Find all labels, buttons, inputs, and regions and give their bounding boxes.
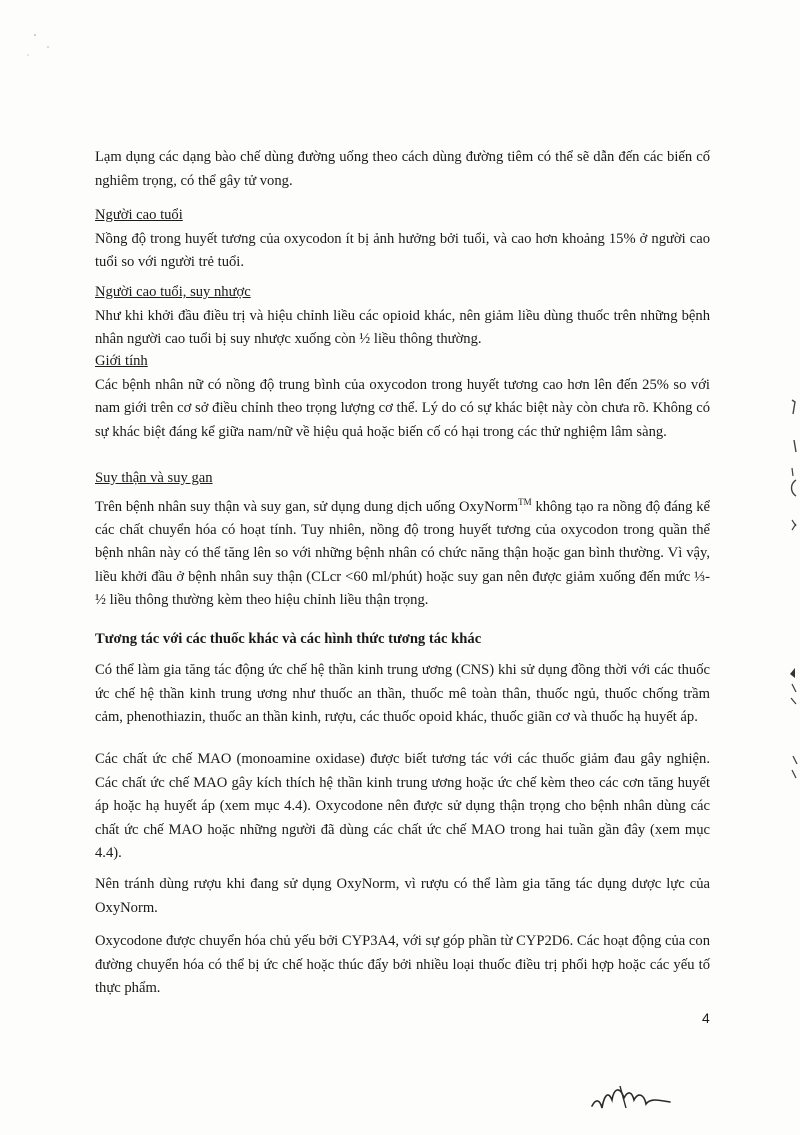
- paragraph-renal: [95, 491, 710, 613]
- section-frail: [95, 281, 710, 352]
- paragraph-elderly: Nồng độ trong huyết tương của oxycodon ít bị ảnh hưởng bởi tuổi, và cao hơn khoảng 15% ở người cao tuổi so với người trẻ tuổi.: [95, 230, 710, 270]
- paragraph-renal-part1: Trên bệnh nhân suy thận và suy gan, sử dụng dung dịch uống OxyNorm: [95, 498, 519, 515]
- paragraph-text: Lạm dụng các dạng bào chế dùng đường uống theo cách dùng đường tiêm có thể sẽ dẫn đến các biến cố nghiêm trọng, có thể gây tử vong.: [95, 149, 710, 189]
- section-heading-interactions: Tương tác với các thuốc khác và các hình thức tương tác khác: [95, 631, 482, 647]
- paragraph-renal-part2: không tạo ra nồng độ đáng kể các chất chuyển hóa có hoạt tính. Tuy nhiên, nồng độ trong huyết tương của oxycodon trong quần thể bệnh nhân này có thể tăng lên so với những bệnh nhân có chức năng thận hoặc gan bình thường. Vì vậy, liều khởi đầu ở bệnh nhân suy thận (CLcr <60 ml/phút) hoặc suy gan nên được giảm xuống đến mức ⅓- ½ liều thông thường kèm theo hiệu chỉnh liều thận trọng.: [95, 498, 710, 609]
- handwritten-signature: [590, 1078, 680, 1118]
- paragraph-text: Có thể làm gia tăng tác động ức chế hệ thần kinh trung ương (CNS) khi sử dụng đồng thời với các thuốc ức chế hệ thần kinh trung ương như thuốc an thần, thuốc mê toàn thân, thuốc ngủ, thuốc chống trầm cảm, phenothiazin, thuốc an thần kinh, rượu, các thuốc opoid khác, thuốc giãn cơ và thuốc hạ huyết áp.: [95, 662, 710, 725]
- paragraph-text: Oxycodone được chuyển hóa chủ yếu bởi CYP3A4, với sự góp phần từ CYP2D6. Các hoạt động của con đường chuyển hóa có thể bị ức chế hoặc thúc đẩy bởi nhiều loại thuốc điều trị phối hợp hoặc các yếu tố thực phẩm.: [95, 933, 710, 996]
- paragraph-abuse: [95, 146, 710, 193]
- section-renal-hepatic: [95, 467, 710, 613]
- section-heading-frail: Người cao tuổi, suy nhược: [95, 284, 251, 300]
- section-interactions: [95, 628, 710, 652]
- paragraph-frail: Như khi khởi đầu điều trị và hiệu chỉnh liều các opioid khác, nên giảm liều dùng thuốc trên những bệnh nhân người cao tuổi bị suy nhược xuống còn ½ liều thông thường.: [95, 307, 710, 347]
- paragraph-text: Nên tránh dùng rượu khi đang sử dụng OxyNorm, vì rượu có thể làm gia tăng tác dụng dược lực của OxyNorm.: [95, 876, 710, 916]
- scan-specks: [20, 15, 60, 65]
- paragraph-cyp: [95, 930, 710, 1001]
- paragraph-text: Các chất ức chế MAO (monoamine oxidase) được biết tương tác với các thuốc giảm đau gây nghiện. Các chất ức chế MAO gây kích thích hệ thần kinh trung ương hoặc ức chế kèm theo các cơn tăng huyết áp hoặc hạ huyết áp (xem mục 4.4). Oxycodone nên được sử dụng thận trọng cho bệnh nhân dùng các chất ức chế MAO hoặc những người đã dùng các chất ức chế MAO trong hai tuần gần đây (xem mục 4.4).: [95, 751, 710, 861]
- paragraph-alcohol: [95, 873, 710, 920]
- paragraph-cns: [95, 659, 710, 730]
- stamp-edge-marks: [786, 380, 800, 840]
- paragraph-mao: [95, 748, 710, 866]
- paragraph-gender: Các bệnh nhân nữ có nồng độ trung bình của oxycodon trong huyết tương cao hơn lên đến 25% so với nam giới trên cơ sở điều chỉnh theo trọng lượng cơ thể. Lý do có sự khác biệt này còn chưa rõ. Không có sự khác biệt đáng kể giữa nam/nữ về hiệu quả hoặc biến cố có hại trong các thử nghiệm lâm sàng.: [95, 376, 710, 440]
- section-elderly: [95, 204, 710, 275]
- trademark-mark: TM: [518, 496, 532, 507]
- section-heading-gender: Giới tính: [95, 353, 148, 369]
- section-heading-renal: Suy thận và suy gan: [95, 470, 213, 486]
- section-gender: [95, 350, 710, 444]
- section-heading-elderly: Người cao tuổi: [95, 207, 183, 223]
- page-number: 4: [702, 1010, 710, 1026]
